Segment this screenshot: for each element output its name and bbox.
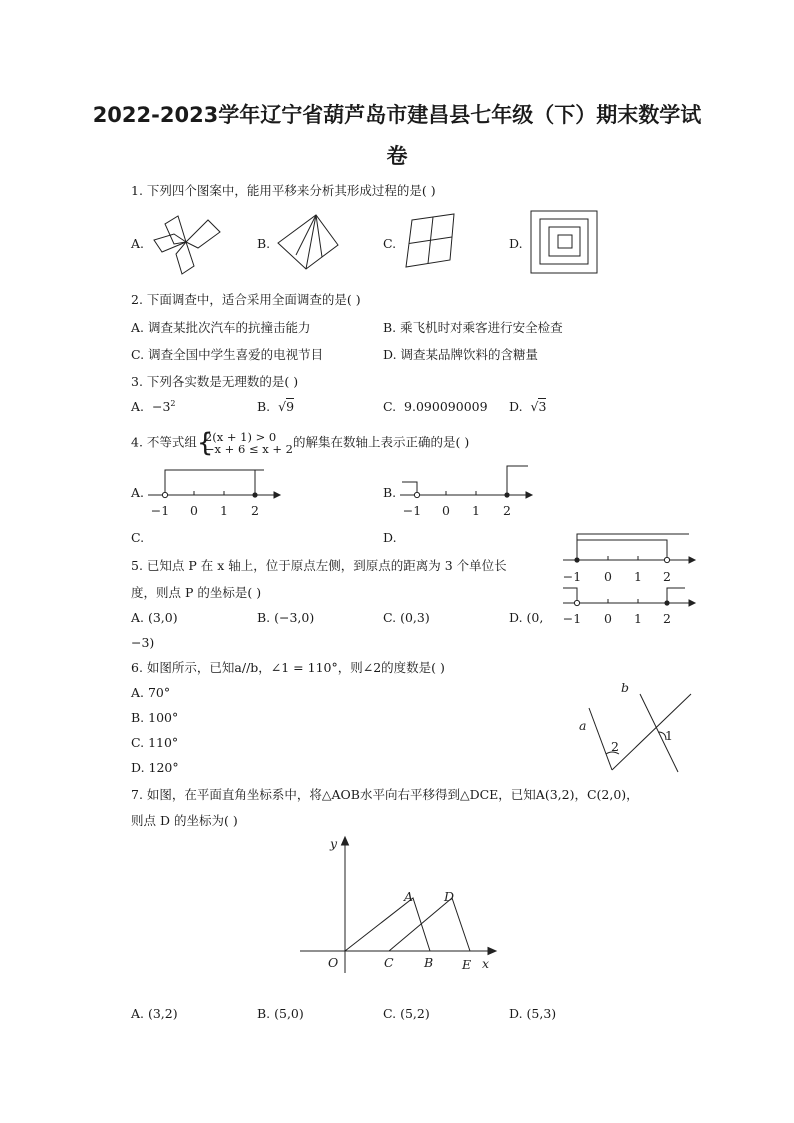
q1-option-a-label: A. — [131, 236, 145, 251]
q3-option-c-value: 9.090090009 — [404, 399, 488, 414]
q1-figure-d-squares — [530, 210, 600, 274]
q3-option-d — [509, 399, 546, 414]
q7-option-b: B. (5,0) — [257, 1006, 304, 1021]
question-5-stem: 5. 已知点 P 在 x 轴上，位于原点左侧，到原点的距离为 3 个单位长 — [131, 558, 507, 573]
q6-option-d: D. 120° — [131, 760, 179, 775]
q7-option-d: D. (5,3) — [509, 1006, 557, 1021]
question-1-stem: 1. 下列四个图案中，能用平移来分析其形成过程的是( ) — [131, 183, 436, 198]
q1-option-b-label: B. — [257, 236, 271, 251]
q2-option-d: D. 调查某品牌饮料的含糖量 — [383, 347, 539, 362]
q2-option-a: A. 调查某批次汽车的抗撞击能力 — [131, 320, 311, 335]
line-b-label: b — [621, 680, 630, 695]
tick-label: −1 — [562, 611, 582, 626]
q5-option-a: A. (3,0) — [131, 610, 178, 625]
q2-option-b: B. 乘飞机时对乘客进行安全检查 — [383, 320, 563, 335]
q6-option-c: C. 110° — [131, 735, 179, 750]
q4-option-b-label: B. — [383, 485, 397, 500]
q4-suffix: 的解集在数轴上表示正确的是( ) — [293, 434, 470, 450]
tick-label: 1 — [472, 503, 480, 518]
q1-figure-b-folded — [276, 215, 342, 269]
q7-coordinate-figure — [300, 835, 500, 980]
q3-option-d-radicand: 3 — [538, 399, 547, 414]
q5-option-b: B. (−3,0) — [257, 610, 315, 625]
q2-option-c: C. 调查全国中学生喜爱的电视节目 — [131, 347, 324, 362]
q5-option-c: C. (0,3) — [383, 610, 430, 625]
tick-label: −1 — [562, 569, 582, 584]
point-c-label: C — [384, 955, 394, 970]
question-6-stem: 6. 如图所示，已知a//b，∠1 = 110°，则∠2的度数是( ) — [131, 660, 445, 675]
q4-inequality-1: 2(x + 1) > 0 — [204, 430, 277, 444]
q6-option-b: B. 100° — [131, 710, 179, 725]
q1-figure-c-grid — [404, 214, 456, 268]
tick-label: 0 — [190, 503, 198, 518]
q1-figure-a-pinwheel — [150, 208, 226, 276]
sqrt-symbol: √ — [278, 399, 287, 414]
q3-option-c — [383, 399, 488, 414]
q3-option-a-exponent: 2 — [170, 399, 176, 408]
tick-label: −1 — [402, 503, 422, 518]
q3-option-a-label: A. — [131, 399, 145, 415]
q5-option-d-cont: −3) — [131, 635, 155, 650]
tick-label: 0 — [604, 611, 612, 626]
page-title: 2022-2023学年辽宁省葫芦岛市建昌县七年级（下）期末数学试 — [92, 103, 702, 127]
tick-label: 2 — [663, 569, 671, 584]
q6-option-a: A. 70° — [131, 685, 171, 700]
question-7-stem-cont: 则点 D 的坐标为( ) — [131, 813, 238, 828]
line-a-label: a — [579, 718, 587, 733]
page-title-cont: 卷 — [386, 144, 408, 168]
q7-option-a: A. (3,2) — [131, 1006, 178, 1021]
q1-option-d-label: D. — [509, 236, 523, 251]
tick-label: 2 — [503, 503, 511, 518]
angle-2-label: 2 — [611, 739, 619, 754]
q1-option-c-label: C. — [383, 236, 397, 251]
q3-option-c-label: C. — [383, 399, 397, 414]
question-5-stem-cont: 度，则点 P 的坐标是( ) — [131, 585, 262, 600]
q4-inequality-2: −x + 6 ≤ x + 2 — [204, 442, 293, 456]
tick-label: 2 — [663, 611, 671, 626]
tick-label: 0 — [604, 569, 612, 584]
q7-option-c: C. (5,2) — [383, 1006, 430, 1021]
brace-icon: { — [196, 428, 214, 458]
tick-label: 1 — [634, 611, 642, 626]
tick-label: 0 — [442, 503, 450, 518]
x-axis-label: x — [482, 956, 490, 971]
tick-label: 1 — [220, 503, 228, 518]
q3-option-d-label: D. — [509, 399, 523, 414]
q3-option-a-base: −3 — [151, 399, 171, 415]
question-2-stem: 2. 下面调查中，适合采用全面调查的是( ) — [131, 292, 361, 307]
q4-option-a-label: A. — [131, 485, 145, 500]
q3-option-b-radicand: 9 — [286, 399, 295, 414]
inequality-system — [196, 428, 293, 458]
y-axis-label: y — [330, 836, 338, 851]
origin-label: O — [328, 955, 339, 970]
q4-prefix: 4. 不等式组 — [131, 434, 197, 450]
q4-option-c-label: C. — [131, 530, 145, 545]
point-a-label: A — [404, 889, 414, 904]
question-3-stem: 3. 下列各实数是无理数的是( ) — [131, 374, 299, 389]
question-7-stem: 7. 如图，在平面直角坐标系中，将△AOB水平向右平移得到△DCE，已知A(3,2)，C(2,0)， — [131, 787, 639, 802]
point-d-label: D — [444, 889, 455, 904]
q6-figure-parallel-lines — [570, 668, 700, 776]
tick-label: 2 — [251, 503, 259, 518]
q4-number-line-a — [148, 462, 280, 522]
q3-option-b — [257, 399, 294, 414]
q4-number-line-d — [563, 578, 695, 628]
tick-label: 1 — [634, 569, 642, 584]
question-4-stem — [131, 428, 470, 458]
q3-option-a — [131, 399, 176, 414]
sqrt-symbol: √ — [530, 399, 539, 414]
q5-option-d: D. (0, — [509, 610, 544, 625]
tick-label: −1 — [150, 503, 170, 518]
point-b-label: B — [424, 955, 434, 970]
angle-1-label: 1 — [665, 728, 673, 743]
q4-option-d-label: D. — [383, 530, 397, 545]
q3-option-b-label: B. — [257, 399, 271, 414]
point-e-label: E — [462, 957, 472, 972]
q4-number-line-b — [400, 462, 532, 522]
q4-number-line-c — [563, 530, 695, 585]
